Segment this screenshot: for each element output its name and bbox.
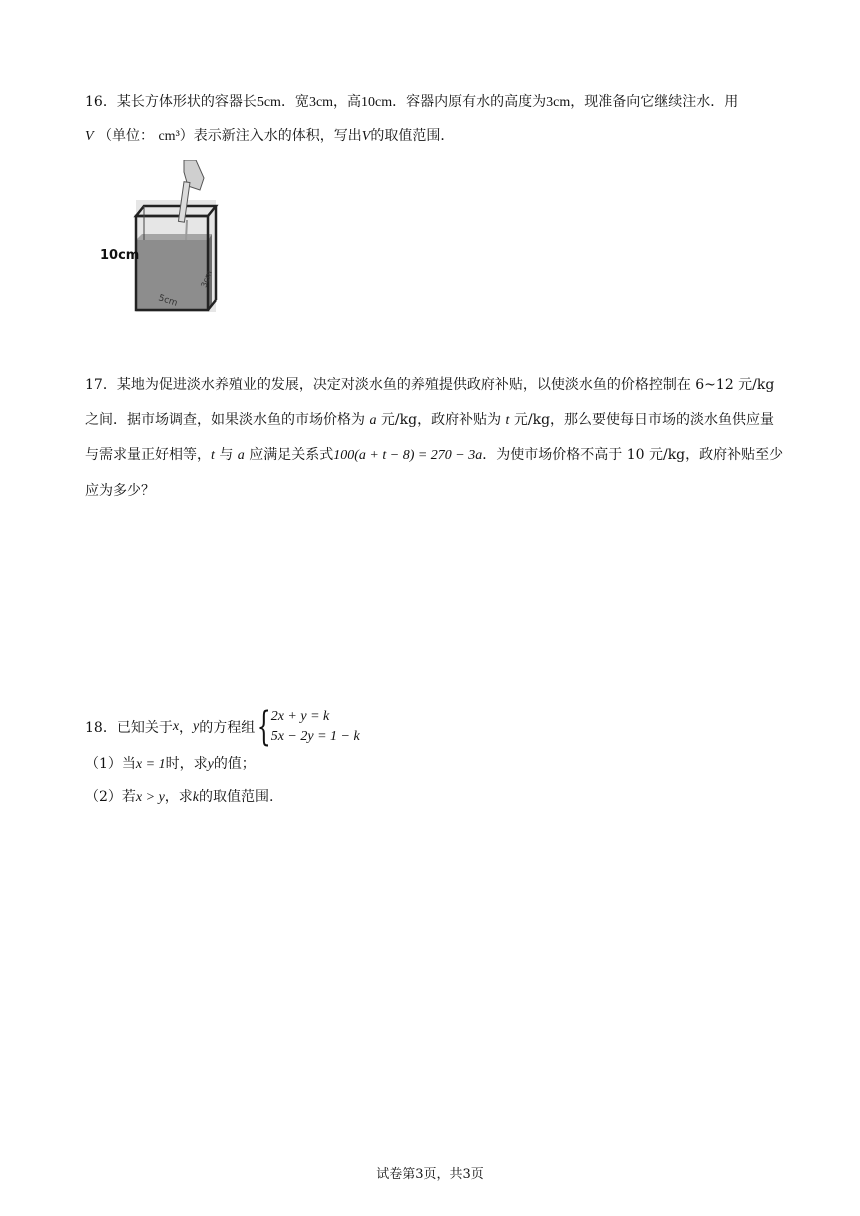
- q18-var-y: y: [207, 757, 214, 772]
- q16-text: （单位：: [98, 128, 155, 144]
- q17-number: 17．: [85, 377, 117, 393]
- q17-var-a: a: [369, 412, 377, 428]
- q16-text: ．宽: [280, 94, 309, 110]
- q17-var-t: t: [505, 412, 510, 428]
- q17-text: 元/kg，那么要使每日市场的淡水鱼供应量与需求量正好相等，: [85, 411, 775, 463]
- q18-part-2-text: ，求: [164, 789, 193, 805]
- q17-formula: 100(a + t − 8) = 270 − 3a: [333, 448, 483, 463]
- q16-variable-v: V: [85, 129, 94, 144]
- page-footer: 试卷第3页，共3页: [376, 1167, 484, 1182]
- q18-var-y: y: [193, 719, 200, 734]
- q17-text: 应满足关系式: [249, 447, 334, 463]
- q16-text: ，高: [333, 94, 362, 110]
- q18-stem: [85, 704, 360, 750]
- system-brace: {: [256, 704, 271, 750]
- svg-text:3cm: 3cm: [199, 269, 214, 289]
- q17-var-a: a: [237, 448, 245, 463]
- q16-length: 5cm: [256, 95, 281, 110]
- q18-number: 18．: [85, 720, 117, 736]
- q16-text: ，现准备向它继续注水．用: [570, 94, 739, 110]
- q17-text: 元/kg，政府补贴为: [380, 411, 502, 428]
- q18-part-1-condition: x = 1: [135, 757, 166, 772]
- q16-text: ．容器内原有水的高度为: [392, 94, 547, 110]
- q16-water-level: 3cm: [546, 95, 571, 110]
- q17-text: ．为使市场价格不高于 10 元/kg，政府补贴至少应为多少？: [85, 447, 784, 499]
- q17-var-t: t: [211, 448, 215, 463]
- q16-text: 的取值范围．: [370, 128, 455, 144]
- q18-part-1-label: （1）当: [85, 756, 136, 772]
- q18-part-2-text: 的取值范围.: [199, 789, 274, 805]
- q18-part-1: [85, 753, 256, 773]
- q18-part-2: [85, 786, 273, 806]
- q17-text: 与: [219, 447, 234, 463]
- equation-system: [271, 707, 360, 747]
- q16-text: 某长方体形状的容器长: [116, 94, 257, 110]
- q16-line-2: [85, 125, 454, 145]
- container-illustration: [96, 160, 226, 318]
- q16-height: 10cm: [361, 95, 393, 110]
- q17-text: 某地为促进淡水养殖业的发展，决定对淡水鱼的养殖提供政府补贴，以使淡水鱼的价格控制在 6~12 元/kg之间．据市场调查，如果淡水鱼的市场价格为: [85, 377, 775, 428]
- q16-number: 16．: [85, 94, 117, 110]
- container-figure: [96, 160, 226, 318]
- q16-variable-v: V: [361, 129, 371, 144]
- q18-part-2-condition: x > y: [135, 790, 165, 805]
- q16-line-1: [85, 91, 738, 111]
- q18-comma: ，: [179, 720, 194, 736]
- q18-var-x: x: [172, 719, 180, 734]
- q18-part-1-text: 的值；: [213, 756, 256, 772]
- q17-paragraph: [85, 368, 785, 508]
- equation-1: 2x + y = k: [270, 709, 330, 724]
- svg-text:5cm: 5cm: [157, 293, 179, 309]
- q18-part-1-text: 时，求: [165, 756, 208, 772]
- q18-part-2-label: （2）若: [85, 789, 136, 805]
- q16-unit: cm³: [158, 129, 180, 144]
- equation-2: 5x − 2y = 1 − k: [270, 729, 360, 744]
- q18-text: 的方程组: [199, 720, 256, 736]
- q18-text: 已知关于: [116, 720, 173, 736]
- q16-width: 3cm: [308, 95, 334, 110]
- q16-text: ）表示新注入水的体积，写出: [179, 128, 362, 144]
- q18-var-k: k: [192, 790, 200, 805]
- height-label: 10cm: [100, 248, 140, 263]
